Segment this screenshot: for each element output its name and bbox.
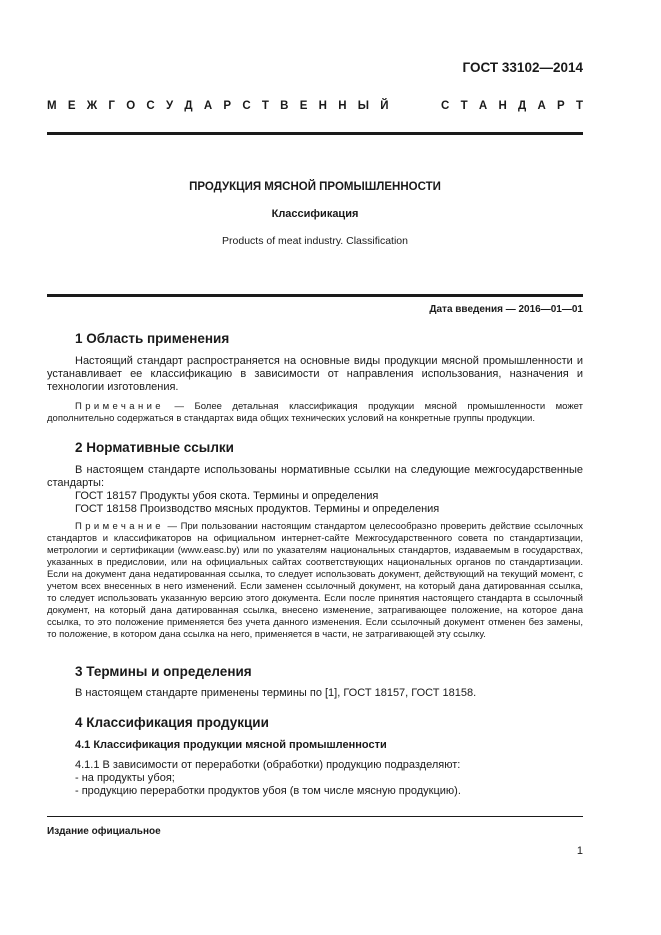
standard-kind-letter: У bbox=[165, 100, 174, 112]
section-2-note bbox=[47, 521, 583, 641]
list-item: - на продукты убоя; bbox=[75, 772, 175, 784]
standard-kind-letter: Т bbox=[460, 100, 468, 112]
standard-kind-letter: Д bbox=[518, 100, 527, 112]
page-number: 1 bbox=[576, 845, 583, 857]
standard-kind-letter: Р bbox=[223, 100, 232, 112]
standard-kind-letter: Т bbox=[261, 100, 269, 112]
note-label: Примечание bbox=[75, 401, 164, 412]
section-1-text: Настоящий стандарт распространяется на основные виды продукции мясной промышленности и устанавливает ее классификацию в зависимости от направления использования, назначения и технологии изготовления. bbox=[47, 355, 583, 393]
edition-label: Издание официальное bbox=[47, 826, 161, 837]
section-2-heading: 2 Нормативные ссылки bbox=[75, 440, 234, 455]
standard-kind-letter: С bbox=[441, 100, 450, 112]
standard-kind-letter: Е bbox=[299, 100, 308, 112]
standard-kind-letter: Т bbox=[575, 100, 583, 112]
note-text: — Более детальная классификация продукции мясной промышленности может дополнительно содержаться в стандартах вида общих технических условий на конкретные группы продукции. bbox=[47, 401, 583, 424]
standard-kind-letter: С bbox=[146, 100, 155, 112]
section-3-heading: 3 Термины и определения bbox=[75, 664, 252, 679]
standard-kind-letter: А bbox=[203, 100, 213, 112]
header-divider bbox=[47, 132, 583, 135]
reference-gost-18157: ГОСТ 18157 Продукты убоя скота. Термины и определения bbox=[75, 490, 379, 502]
note-label: Примечание bbox=[75, 521, 164, 532]
standard-kind-letter: Н bbox=[338, 100, 347, 112]
standard-kind-letter: Н bbox=[498, 100, 507, 112]
standard-kind-letter: Д bbox=[184, 100, 193, 112]
reference-gost-18158: ГОСТ 18158 Производство мясных продуктов. Термины и определения bbox=[75, 503, 440, 515]
standard-kind-letter: Р bbox=[557, 100, 565, 112]
section-3-text: В настоящем стандарте применены термины по [1], ГОСТ 18157, ГОСТ 18158. bbox=[75, 687, 477, 699]
standard-number: ГОСТ 33102—2014 bbox=[462, 60, 583, 75]
section-4-heading: 4 Классификация продукции bbox=[75, 715, 269, 730]
document-title: ПРОДУКЦИЯ МЯСНОЙ ПРОМЫШЛЕННОСТИ bbox=[189, 181, 441, 193]
standard-kind-letter: Н bbox=[318, 100, 327, 112]
document-title-english: Products of meat industry. Classification bbox=[222, 235, 408, 247]
standard-kind-letter: Ы bbox=[357, 100, 370, 112]
note-text: — При пользовании настоящим стандартом целесообразно проверить действие ссылочных стандартов и классификаторов на официальном интернет-сайте Межгосударственного совета по стандартизации, метрологии и сертификации (www.easc.by) или по указателям национальных стандартов, издаваемым в государствах, указанных в предисловии, или на официальных сайтах соответствующих национальных органов по стандартизации. Если на документ дана недатированная ссылка, то следует использовать документ, действующий на текущий момент, с учетом всех внесенных в него изменений. Если заменен ссылочный документ, на который дана датированная ссылка, то следует использовать указанную версию этого документа. Если после принятия настоящего стандарта в ссылочный документ, на который дана датированная ссылка, внесено изменение, затрагивающее положение, на которое дана ссылка, то это положение применяется без учета данного изменения. Если ссылочный документ отменен без замены, то положение, в котором дана ссылка на него, применяется в части, не затрагивающей эту ссылку. bbox=[47, 521, 583, 640]
effective-date: Дата введения — 2016—01—01 bbox=[429, 304, 583, 315]
standard-kind-letter: В bbox=[280, 100, 289, 112]
standard-kind-letter: Ж bbox=[86, 100, 98, 112]
footer-divider bbox=[47, 816, 583, 817]
standard-kind-letter: А bbox=[478, 100, 488, 112]
standard-kind-letter: О bbox=[126, 100, 136, 112]
section-1-heading: 1 Область применения bbox=[75, 331, 230, 346]
document-subtitle: Классификация bbox=[271, 208, 359, 220]
standard-kind-letter: Й bbox=[380, 100, 389, 112]
section-4-1-1-text: 4.1.1 В зависимости от переработки (обработки) продукцию подразделяют: bbox=[75, 759, 461, 771]
standard-kind-letter: Е bbox=[67, 100, 76, 112]
standard-kind-letter: М bbox=[47, 100, 57, 112]
standard-kind-letter: С bbox=[242, 100, 251, 112]
section-4-1-heading: 4.1 Классификация продукции мясной промышленности bbox=[75, 739, 387, 751]
list-item: - продукцию переработки продуктов убоя (в том числе мясную продукцию). bbox=[75, 785, 461, 797]
standard-kind-letter: А bbox=[537, 100, 546, 112]
section-2-text: В настоящем стандарте использованы нормативные ссылки на следующие межгосударственные стандарты: bbox=[47, 464, 583, 489]
standard-kind-letter: Г bbox=[108, 100, 115, 112]
section-1-note bbox=[47, 401, 583, 425]
title-divider bbox=[47, 294, 583, 297]
standard-kind-gap bbox=[400, 100, 430, 112]
standard-kind bbox=[47, 100, 583, 112]
